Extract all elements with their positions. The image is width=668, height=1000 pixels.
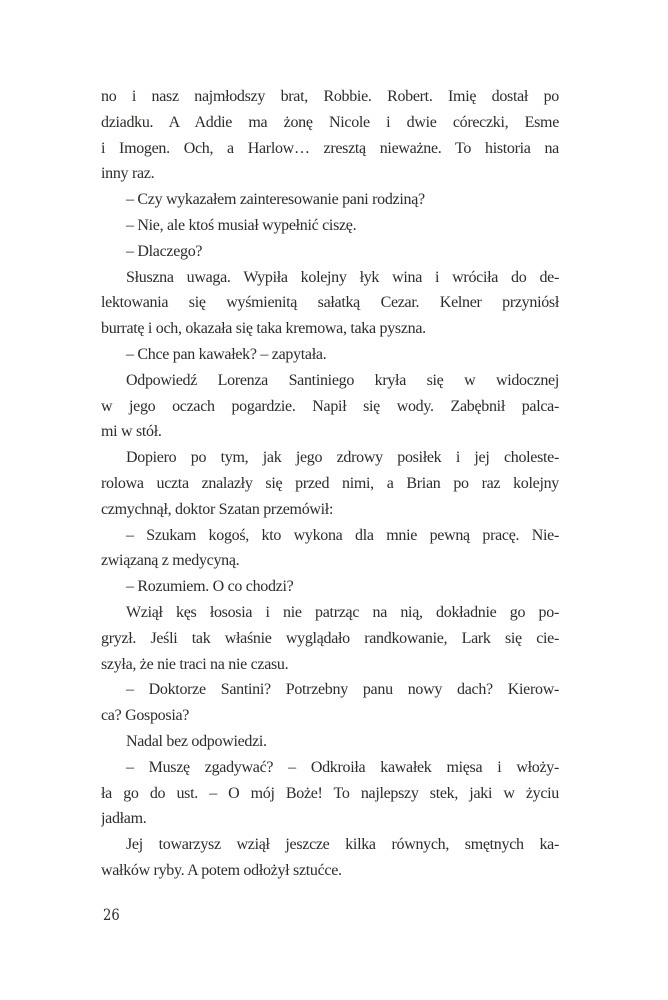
text-line: związaną z medycyną. [101,552,240,570]
paragraph [101,239,559,265]
text-line: – Dlaczego? [126,242,203,260]
paragraph [101,832,559,884]
paragraph [101,600,559,677]
text-line: czmychnął, doktor Szatan przemówił: [101,500,334,518]
paragraph [101,523,559,575]
text-line: i Imogen. Och, a Harlow… zresztą nieważne. To historia na [101,139,559,157]
text-line: gryzł. Jeśli tak właśnie wyglądało randkowanie, Lark się cie- [101,629,559,647]
text-line: dziadku. A Addie ma żonę Nicole i dwie córeczki, Esme [101,113,559,131]
text-line: ła go do ust. – O mój Boże! To najlepszy stek, jaki w życiu [101,784,559,802]
text-line: – Chce pan kawałek? – zapytała. [126,345,327,363]
text-line: w jego oczach pogardzie. Napił się wody. Zabębnił palca- [101,397,559,415]
text-line: – Szukam kogoś, kto wykona dla mnie pewną pracę. Nie- [126,526,559,544]
paragraph [101,755,559,832]
text-line: szyła, że nie traci na nie czasu. [101,655,289,673]
paragraph [101,84,559,187]
text-line: – Muszę zgadywać? – Odkroiła kawałek mięsa i włoży- [126,758,559,776]
text-block [101,84,559,884]
text-line: jadłam. [101,810,147,828]
text-line: mi w stół. [101,423,162,441]
text-line: Wziął kęs łososia i nie patrząc na nią, dokładnie go po- [126,603,559,621]
paragraph [101,729,559,755]
text-line: Nadal bez odpowiedzi. [126,732,267,750]
text-line: lektowania się wyśmienitą sałatką Cezar. Kelner przyniósł [101,294,559,312]
text-line: Słuszna uwaga. Wypiła kolejny łyk wina i wróciła do de- [126,268,559,286]
paragraph [101,265,559,342]
paragraph [101,574,559,600]
text-line: Odpowiedź Lorenza Santiniego kryła się w widocznej [126,371,559,389]
paragraph [101,368,559,445]
text-line: Dopiero po tym, jak jego zdrowy posiłek i jej choleste- [126,449,559,467]
text-line: rolowa uczta znalazły się przed nimi, a Brian po raz kolejny [101,474,559,492]
paragraph [101,187,559,213]
paragraph [101,677,559,729]
text-line: Jej towarzysz wziął jeszcze kilka równych, smętnych ka- [126,836,559,854]
text-line: – Doktorze Santini? Potrzebny panu nowy dach? Kierow- [126,681,559,699]
text-line: – Czy wykazałem zainteresowanie pani rodziną? [126,191,425,209]
text-line: – Rozumiem. O co chodzi? [126,578,294,596]
text-line: wałków ryby. A potem odłożył sztućce. [101,861,342,879]
paragraph [101,342,559,368]
text-line: no i nasz najmłodszy brat, Robbie. Robert. Imię dostał po [101,88,559,105]
paragraph [101,445,559,522]
text-line: – Nie, ale ktoś musiał wypełnić ciszę. [126,216,357,234]
text-line: ca? Gosposia? [101,707,190,725]
paragraph [101,213,559,239]
page-number: 26 [103,905,120,924]
text-line: burratę i och, okazała się taka kremowa, taka pyszna. [101,320,426,338]
text-line: inny raz. [101,165,155,183]
